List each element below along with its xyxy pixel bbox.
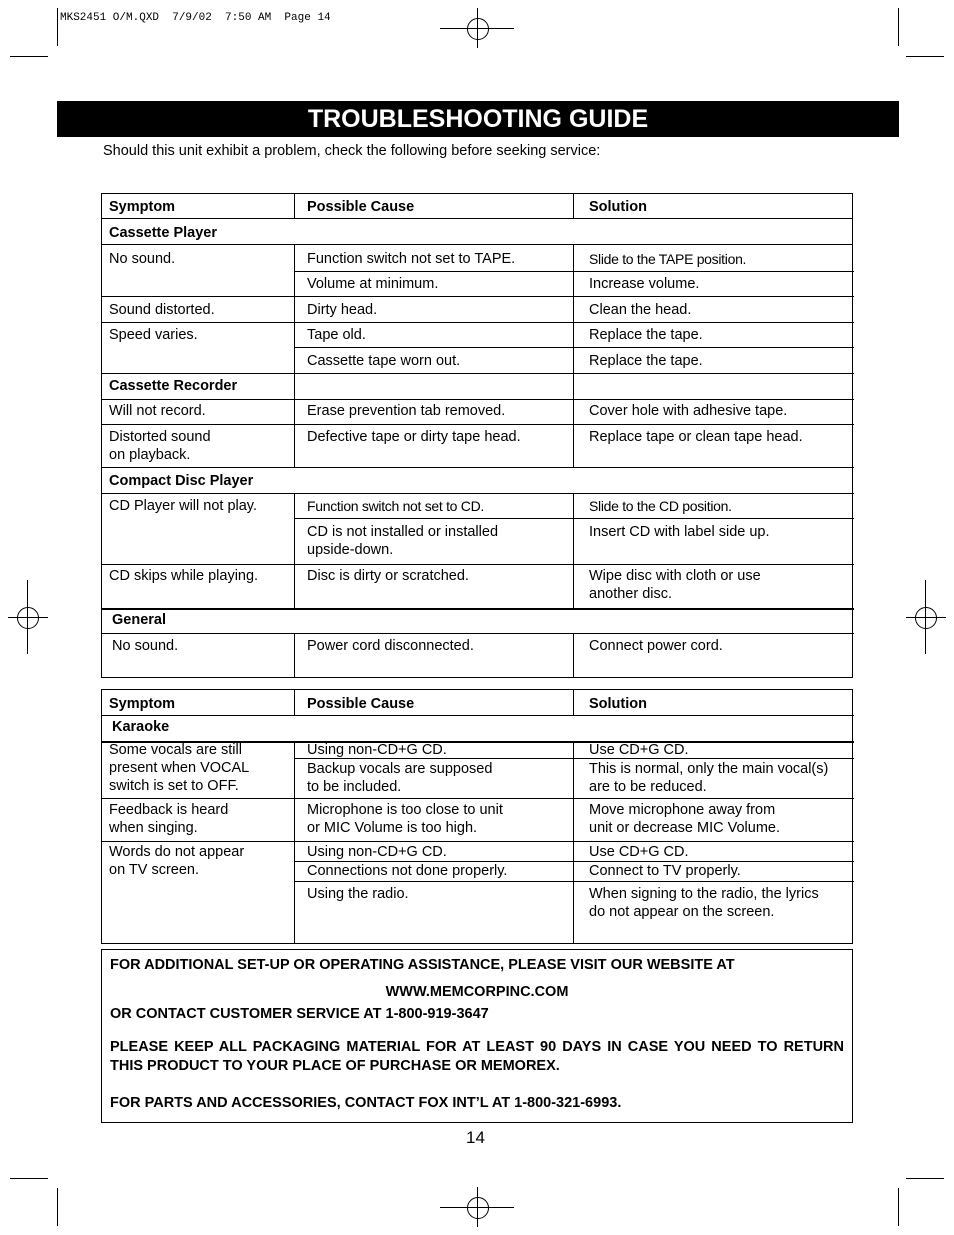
row-divider bbox=[294, 347, 854, 348]
crop-mark bbox=[10, 56, 48, 57]
packaging-notice: PLEASE KEEP ALL PACKAGING MATERIAL FOR AT LEAST 90 DAYS IN CASE YOU NEED TO RETURN THIS PRODUCT TO YOUR PLACE OF PURCHASE OR MEMOREX. bbox=[110, 1039, 844, 1074]
column-divider bbox=[294, 399, 295, 467]
cause-cell: Using non-CD+G CD. bbox=[307, 742, 447, 758]
table-header-row bbox=[102, 194, 852, 219]
row-divider bbox=[102, 841, 854, 842]
cause-cell: Disc is dirty or scratched. bbox=[307, 568, 469, 584]
solution-cell: Wipe disc with cloth or use another disc. bbox=[589, 568, 761, 602]
registration-line bbox=[8, 617, 48, 618]
section-heading: Cassette Player bbox=[109, 225, 218, 241]
solution-cell: Use CD+G CD. bbox=[589, 844, 689, 860]
solution-cell: Replace the tape. bbox=[589, 327, 703, 343]
row-divider bbox=[102, 373, 854, 374]
registration-line bbox=[906, 617, 946, 618]
header-cause: Possible Cause bbox=[307, 199, 415, 215]
cause-cell: Microphone is too close to unit or MIC Volume is too high. bbox=[307, 802, 503, 836]
row-divider bbox=[294, 518, 854, 519]
header-solution: Solution bbox=[589, 199, 647, 215]
solution-cell: This is normal, only the main vocal(s) are to be reduced. bbox=[589, 761, 829, 795]
section-heading: Karaoke bbox=[112, 719, 170, 735]
symptom-cell: CD Player will not play. bbox=[109, 498, 258, 514]
page-number: 14 bbox=[466, 1128, 485, 1147]
column-divider bbox=[573, 633, 574, 678]
website-link[interactable]: WWW.MEMCORPINC.COM bbox=[385, 984, 569, 1000]
crop-mark bbox=[906, 56, 944, 57]
symptom-cell: No sound. bbox=[112, 638, 179, 654]
symptom-cell: Some vocals are still present when VOCAL switch is set to OFF. bbox=[109, 742, 250, 794]
solution-cell: Use CD+G CD. bbox=[589, 742, 689, 758]
solution-cell: Replace tape or clean tape head. bbox=[589, 429, 803, 445]
row-divider bbox=[102, 322, 854, 323]
symptom-cell: CD skips while playing. bbox=[109, 568, 259, 584]
cause-cell: Function switch not set to CD. bbox=[307, 498, 484, 514]
solution-cell: Insert CD with label side up. bbox=[589, 524, 770, 540]
cause-cell: Power cord disconnected. bbox=[307, 638, 474, 654]
row-divider bbox=[102, 798, 854, 799]
cause-cell: Tape old. bbox=[307, 327, 366, 343]
row-divider bbox=[102, 608, 854, 610]
solution-cell: Replace the tape. bbox=[589, 353, 703, 369]
print-header: MKS2451 O/M.QXD 7/9/02 7:50 AM Page 14 bbox=[60, 12, 331, 24]
solution-cell: Move microphone away from unit or decrease MIC Volume. bbox=[589, 802, 781, 836]
cause-cell: Backup vocals are supposed to be included. bbox=[307, 761, 493, 795]
header-symptom: Symptom bbox=[109, 199, 176, 215]
registration-mark-icon bbox=[915, 607, 937, 629]
registration-mark-icon bbox=[467, 18, 489, 40]
crop-mark bbox=[906, 1178, 944, 1179]
cause-cell: CD is not installed or installed upside-down. bbox=[307, 524, 499, 558]
row-divider bbox=[294, 881, 854, 882]
cause-cell: Function switch not set to TAPE. bbox=[307, 251, 516, 267]
header-symptom: Symptom bbox=[109, 696, 176, 712]
troubleshooting-table-1 bbox=[101, 193, 853, 678]
symptom-cell: Sound distorted. bbox=[109, 302, 215, 318]
solution-cell: Cover hole with adhesive tape. bbox=[589, 403, 788, 419]
cause-cell: Using non-CD+G CD. bbox=[307, 844, 447, 860]
symptom-cell: No sound. bbox=[109, 251, 176, 267]
registration-mark-icon bbox=[17, 607, 39, 629]
section-heading: Cassette Recorder bbox=[109, 378, 238, 394]
registration-line bbox=[27, 580, 28, 654]
cause-cell: Defective tape or dirty tape head. bbox=[307, 429, 521, 445]
intro-text: Should this unit exhibit a problem, check the following before seeking service: bbox=[103, 143, 601, 159]
assistance-notice-box bbox=[101, 949, 853, 1123]
row-divider bbox=[102, 564, 854, 565]
troubleshooting-table-2 bbox=[101, 689, 853, 944]
row-divider bbox=[102, 493, 854, 494]
symptom-cell: Will not record. bbox=[109, 403, 206, 419]
column-divider bbox=[573, 690, 574, 715]
crop-mark bbox=[898, 1188, 899, 1226]
registration-mark-icon bbox=[467, 1197, 489, 1219]
row-divider bbox=[294, 271, 854, 272]
header-cause: Possible Cause bbox=[307, 696, 415, 712]
registration-line bbox=[477, 1187, 478, 1227]
cause-cell: Volume at minimum. bbox=[307, 276, 439, 292]
row-divider bbox=[102, 424, 854, 425]
cause-cell: Erase prevention tab removed. bbox=[307, 403, 506, 419]
row-divider bbox=[102, 399, 854, 400]
customer-service-line: OR CONTACT CUSTOMER SERVICE AT 1-800-919-3647 bbox=[110, 1006, 489, 1022]
section-heading: General bbox=[112, 612, 166, 628]
row-divider bbox=[102, 715, 854, 716]
crop-mark bbox=[57, 1188, 58, 1226]
row-divider bbox=[102, 633, 854, 634]
column-divider bbox=[573, 399, 574, 467]
solution-cell: Connect to TV properly. bbox=[589, 863, 741, 879]
cause-cell: Dirty head. bbox=[307, 302, 378, 318]
solution-cell: Increase volume. bbox=[589, 276, 700, 292]
crop-mark bbox=[898, 8, 899, 46]
crop-mark bbox=[10, 1178, 48, 1179]
column-divider bbox=[294, 690, 295, 715]
column-divider bbox=[294, 493, 295, 608]
cause-cell: Using the radio. bbox=[307, 886, 409, 902]
page-title: TROUBLESHOOTING GUIDE bbox=[57, 101, 899, 137]
crop-mark bbox=[57, 8, 58, 46]
registration-line bbox=[925, 580, 926, 654]
symptom-cell: Speed varies. bbox=[109, 327, 198, 343]
section-heading: Compact Disc Player bbox=[109, 473, 254, 489]
column-divider bbox=[294, 633, 295, 678]
column-divider bbox=[294, 741, 295, 944]
assistance-line: FOR ADDITIONAL SET-UP OR OPERATING ASSISTANCE, PLEASE VISIT OUR WEBSITE AT bbox=[110, 957, 735, 973]
row-divider bbox=[102, 296, 854, 297]
header-solution: Solution bbox=[589, 696, 647, 712]
row-divider bbox=[102, 467, 854, 468]
section-heading-row bbox=[102, 219, 852, 245]
symptom-cell: Words do not appear on TV screen. bbox=[109, 844, 245, 878]
column-divider bbox=[573, 493, 574, 608]
registration-line bbox=[477, 8, 478, 48]
solution-cell: When signing to the radio, the lyrics do not appear on the screen. bbox=[589, 886, 819, 920]
row-divider bbox=[294, 758, 854, 759]
solution-cell: Slide to the TAPE position. bbox=[589, 251, 747, 267]
solution-cell: Clean the head. bbox=[589, 302, 692, 318]
parts-accessories-line: FOR PARTS AND ACCESSORIES, CONTACT FOX INT’L AT 1-800-321-6993. bbox=[110, 1095, 622, 1111]
solution-cell: Slide to the CD position. bbox=[589, 498, 732, 514]
symptom-cell: Feedback is heard when singing. bbox=[109, 802, 229, 836]
cause-cell: Cassette tape worn out. bbox=[307, 353, 461, 369]
symptom-cell: Distorted sound on playback. bbox=[109, 429, 211, 463]
cause-cell: Connections not done properly. bbox=[307, 863, 508, 879]
column-divider bbox=[573, 741, 574, 944]
solution-cell: Connect power cord. bbox=[589, 638, 723, 654]
